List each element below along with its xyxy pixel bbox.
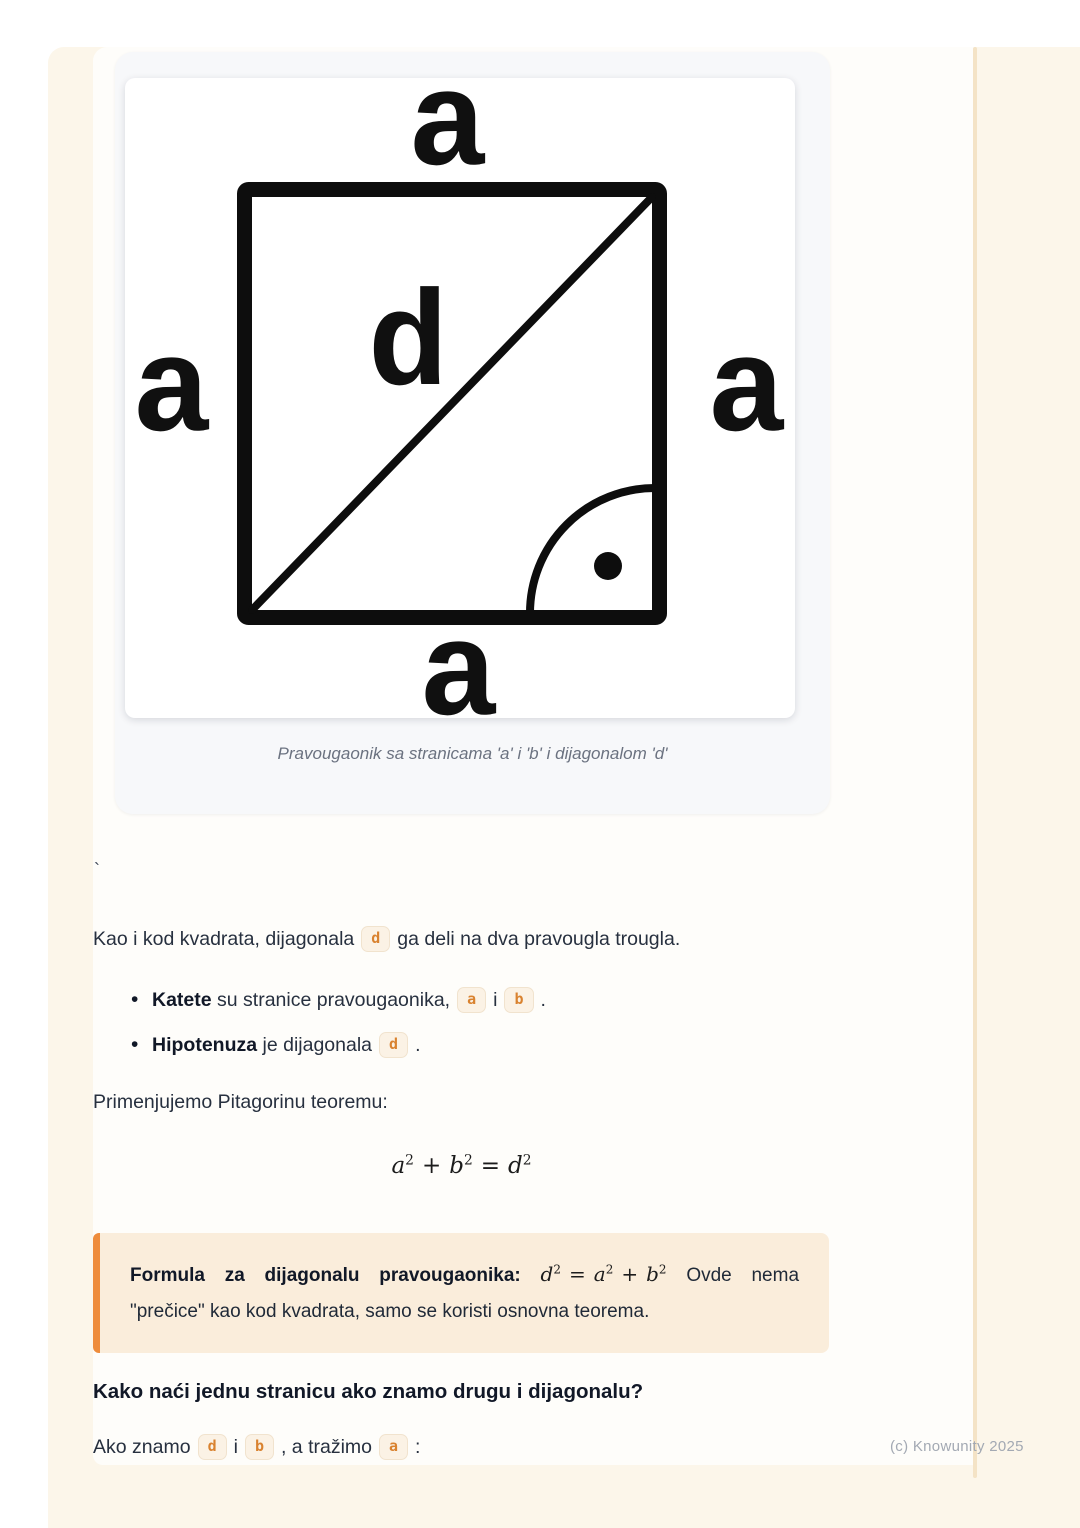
formula-superscript: 2 — [463, 1152, 473, 1169]
callout-bold: Formula za dijagonalu pravougaonika: — [130, 1265, 521, 1286]
code-badge-d: d — [379, 1032, 408, 1058]
diagonal-label: d — [367, 272, 449, 425]
rectangle-diagram-image[interactable] — [125, 78, 795, 718]
formula-operator: = — [568, 1262, 586, 1286]
callout-line1 — [130, 1256, 799, 1294]
formula-term: d — [508, 1153, 523, 1179]
document-card — [93, 47, 975, 1465]
list-item — [93, 1030, 837, 1061]
formula-operator: + — [421, 1153, 442, 1179]
math-expression — [541, 1262, 667, 1286]
final-text: Ako znamo — [93, 1436, 191, 1458]
final-line — [93, 1432, 837, 1463]
code-badge-a: a — [379, 1434, 408, 1460]
code-badge-a: a — [457, 987, 486, 1013]
list-item-text: i — [493, 989, 498, 1011]
formula-superscript: 2 — [605, 1262, 614, 1277]
side-label-bottom: a — [418, 602, 500, 718]
intro-text-after: ga deli na dva pravougla trougla. — [397, 928, 681, 950]
right-angle-mark — [530, 488, 655, 613]
side-label-left: a — [131, 318, 213, 471]
formula-superscript: 2 — [553, 1262, 561, 1277]
formula-operator: = — [480, 1153, 501, 1179]
formula-callout — [93, 1233, 829, 1353]
final-text: , a tražimo — [280, 1436, 372, 1458]
list-item-text: je dijagonala — [257, 1034, 373, 1056]
copyright-note: (c) Knowunity 2025 — [890, 1438, 1024, 1455]
code-badge-b: b — [245, 1434, 274, 1460]
stray-backtick: ` — [94, 860, 100, 880]
formula-superscript: 2 — [658, 1262, 667, 1277]
final-text: i — [233, 1436, 238, 1458]
question-heading: Kako naći jednu stranicu ako znamo drugu i dijagonalu? — [93, 1380, 644, 1403]
final-text: : — [415, 1436, 421, 1458]
formula-superscript: 2 — [522, 1152, 532, 1169]
callout-accent-bar — [93, 1233, 100, 1353]
diagonal-line — [252, 197, 652, 610]
formula-term: b — [646, 1262, 659, 1286]
list-item — [93, 985, 837, 1016]
formula-term: d — [540, 1262, 554, 1286]
list-item-text: . — [540, 989, 546, 1011]
right-angle-dot — [594, 552, 622, 580]
list-item-text: su stranice pravougaonika, — [211, 989, 451, 1011]
formula-operator: + — [621, 1262, 639, 1286]
bullet-list — [93, 985, 837, 1075]
side-label-top: a — [407, 78, 489, 205]
formula-term: b — [449, 1153, 464, 1179]
formula-superscript: 2 — [405, 1152, 414, 1169]
page-edge-divider — [973, 47, 977, 1478]
intro-paragraph — [93, 924, 837, 955]
bold-term: Hipotenuza — [152, 1034, 258, 1056]
callout-text: Ovde nema — [686, 1265, 800, 1286]
code-badge-d: d — [198, 1434, 227, 1460]
math-expression — [391, 1153, 531, 1179]
formula-term: a — [593, 1262, 606, 1286]
pythagoras-formula — [93, 1153, 830, 1179]
theorem-lead: Primenjujemo Pitagorinu teoremu: — [93, 1091, 388, 1113]
side-label-right: a — [706, 318, 788, 471]
figure-caption: Pravougaonik sa stranicama 'a' i 'b' i dijagonalom 'd' — [277, 744, 668, 763]
callout-line2: "prečice" kao kod kvadrata, samo se koristi osnovna teorema. — [130, 1301, 650, 1322]
code-badge-b: b — [504, 987, 533, 1013]
bold-term: Katete — [152, 989, 212, 1011]
intro-text-before: Kao i kod kvadrata, dijagonala — [93, 928, 355, 950]
list-item-text: . — [415, 1034, 421, 1056]
figure-card — [115, 52, 830, 814]
formula-term: a — [391, 1153, 406, 1179]
rectangle-diagram — [125, 78, 795, 718]
code-badge-d: d — [361, 926, 390, 952]
